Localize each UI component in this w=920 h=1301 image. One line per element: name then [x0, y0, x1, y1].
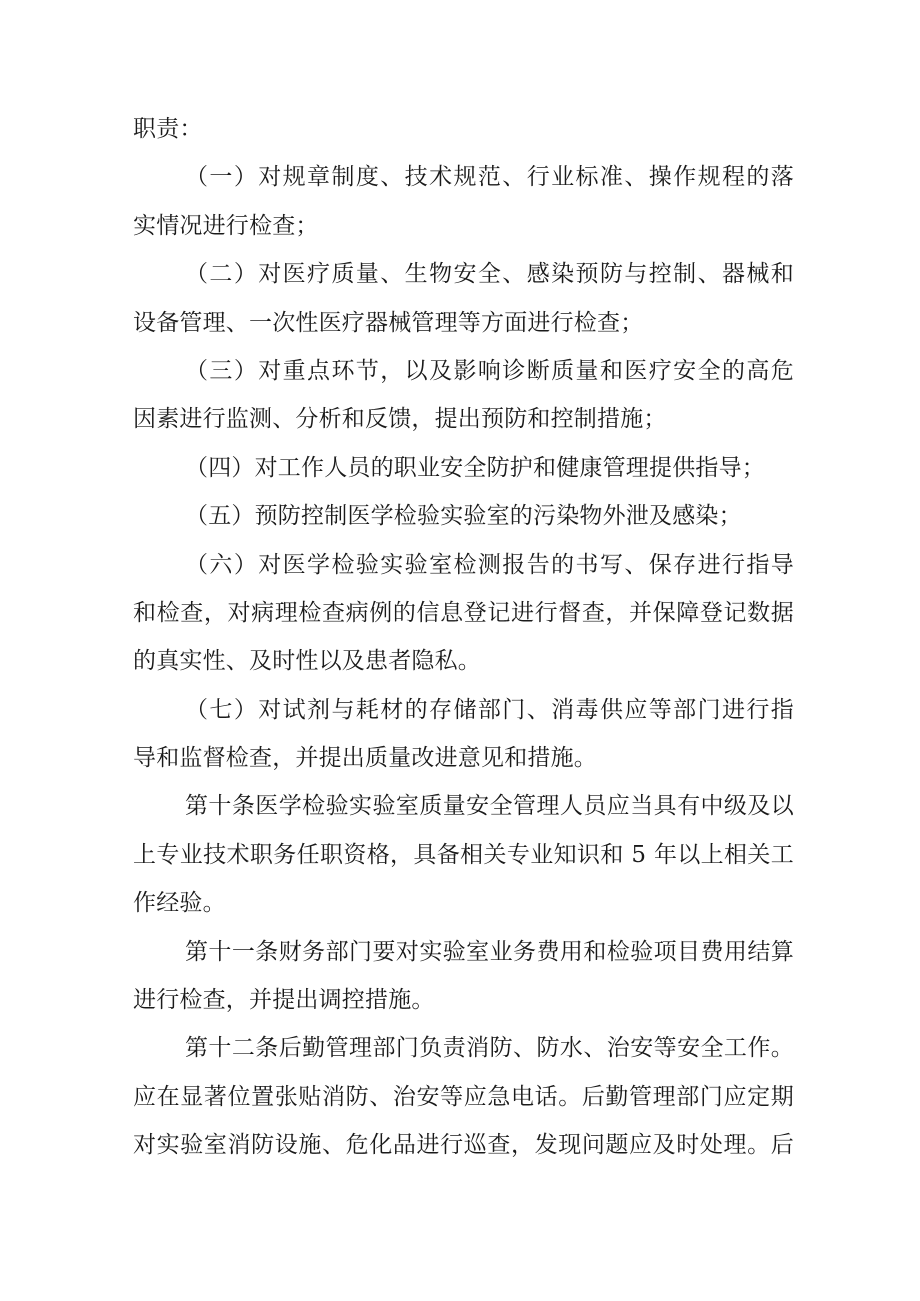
text-line: 第十一条财务部门要对实验室业务费用和检验项目费用结算: [185, 938, 794, 965]
text-line: （五）预防控制医学检验实验室的污染物外泄及感染；: [185, 503, 742, 530]
text-line: 因素进行监测、分析和反馈，提出预防和控制措施；: [133, 406, 667, 433]
text-line: 实情况进行检查；: [133, 212, 319, 239]
text-line: （四）对工作人员的职业安全防护和健康管理提供指导；: [185, 454, 765, 481]
text-line: （三）对重点环节，以及影响诊断质量和医疗安全的高危: [185, 357, 794, 384]
text-line: （六）对医学检验实验室检测报告的书写、保存进行指导: [185, 551, 794, 578]
document-body: [133, 105, 794, 1170]
text-line: 作经验。: [133, 890, 226, 917]
text-line: 应在显著位置张贴消防、治安等应急电话。后勤管理部门应定期: [133, 1083, 794, 1110]
text-line: （七）对试剂与耗材的存储部门、消毒供应等部门进行指: [185, 696, 794, 723]
text-line: 上专业技术职务任职资格，具备相关专业知识和 5 年以上相关工: [133, 841, 794, 868]
text-line: 进行检查，并提出调控措施。: [133, 987, 435, 1014]
text-line: 和检查，对病理检查病例的信息登记进行督查，并保障登记数据: [133, 599, 794, 626]
text-line: 设备管理、一次性医疗器械管理等方面进行检查；: [133, 309, 644, 336]
text-line: 的真实性、及时性以及患者隐私。: [133, 648, 481, 675]
text-line: 第十条医学检验实验室质量安全管理人员应当具有中级及以: [185, 793, 794, 820]
text-line: （二）对医疗质量、生物安全、感染预防与控制、器械和: [185, 261, 794, 288]
text-line: 对实验室消防设施、危化品进行巡查，发现问题应及时处理。后: [133, 1132, 794, 1159]
text-line: 职责：: [133, 116, 203, 142]
text-line: 第十二条后勤管理部门负责消防、防水、治安等安全工作。: [185, 1035, 794, 1062]
text-line: （一）对规章制度、技术规范、行业标准、操作规程的落: [185, 164, 794, 191]
text-line: 导和监督检查，并提出质量改进意见和措施。: [133, 745, 597, 772]
